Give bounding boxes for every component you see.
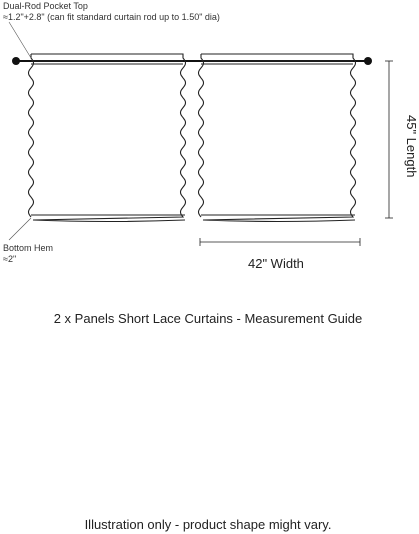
bottom-hem-spec: ≈2": [3, 254, 17, 264]
width-dimension: [200, 238, 360, 246]
hem-callout-line: [9, 218, 31, 240]
panel-left-outline: [29, 54, 186, 222]
rod-end-right: [364, 57, 372, 65]
curtain-panel-left: [29, 54, 186, 222]
top-callout-line: [9, 22, 31, 58]
curtain-panel-right: [199, 54, 356, 222]
rod-end-left: [12, 57, 20, 65]
bottom-hem-label: Bottom Hem: [3, 243, 54, 253]
length-label: 45" Length: [404, 115, 419, 178]
top-pocket-label: Dual-Rod Pocket Top: [3, 1, 88, 11]
length-dimension: [385, 61, 393, 218]
panel-right-outline: [199, 54, 356, 222]
illustration-disclaimer: Illustration only - product shape might vary.: [84, 517, 332, 532]
diagram-caption: 2 x Panels Short Lace Curtains - Measurement Guide: [53, 311, 363, 326]
top-pocket-spec: ≈1.2"+2.8" (can fit standard curtain rod up to 1.50" dia): [3, 12, 220, 22]
width-label: 42" Width: [248, 256, 304, 271]
